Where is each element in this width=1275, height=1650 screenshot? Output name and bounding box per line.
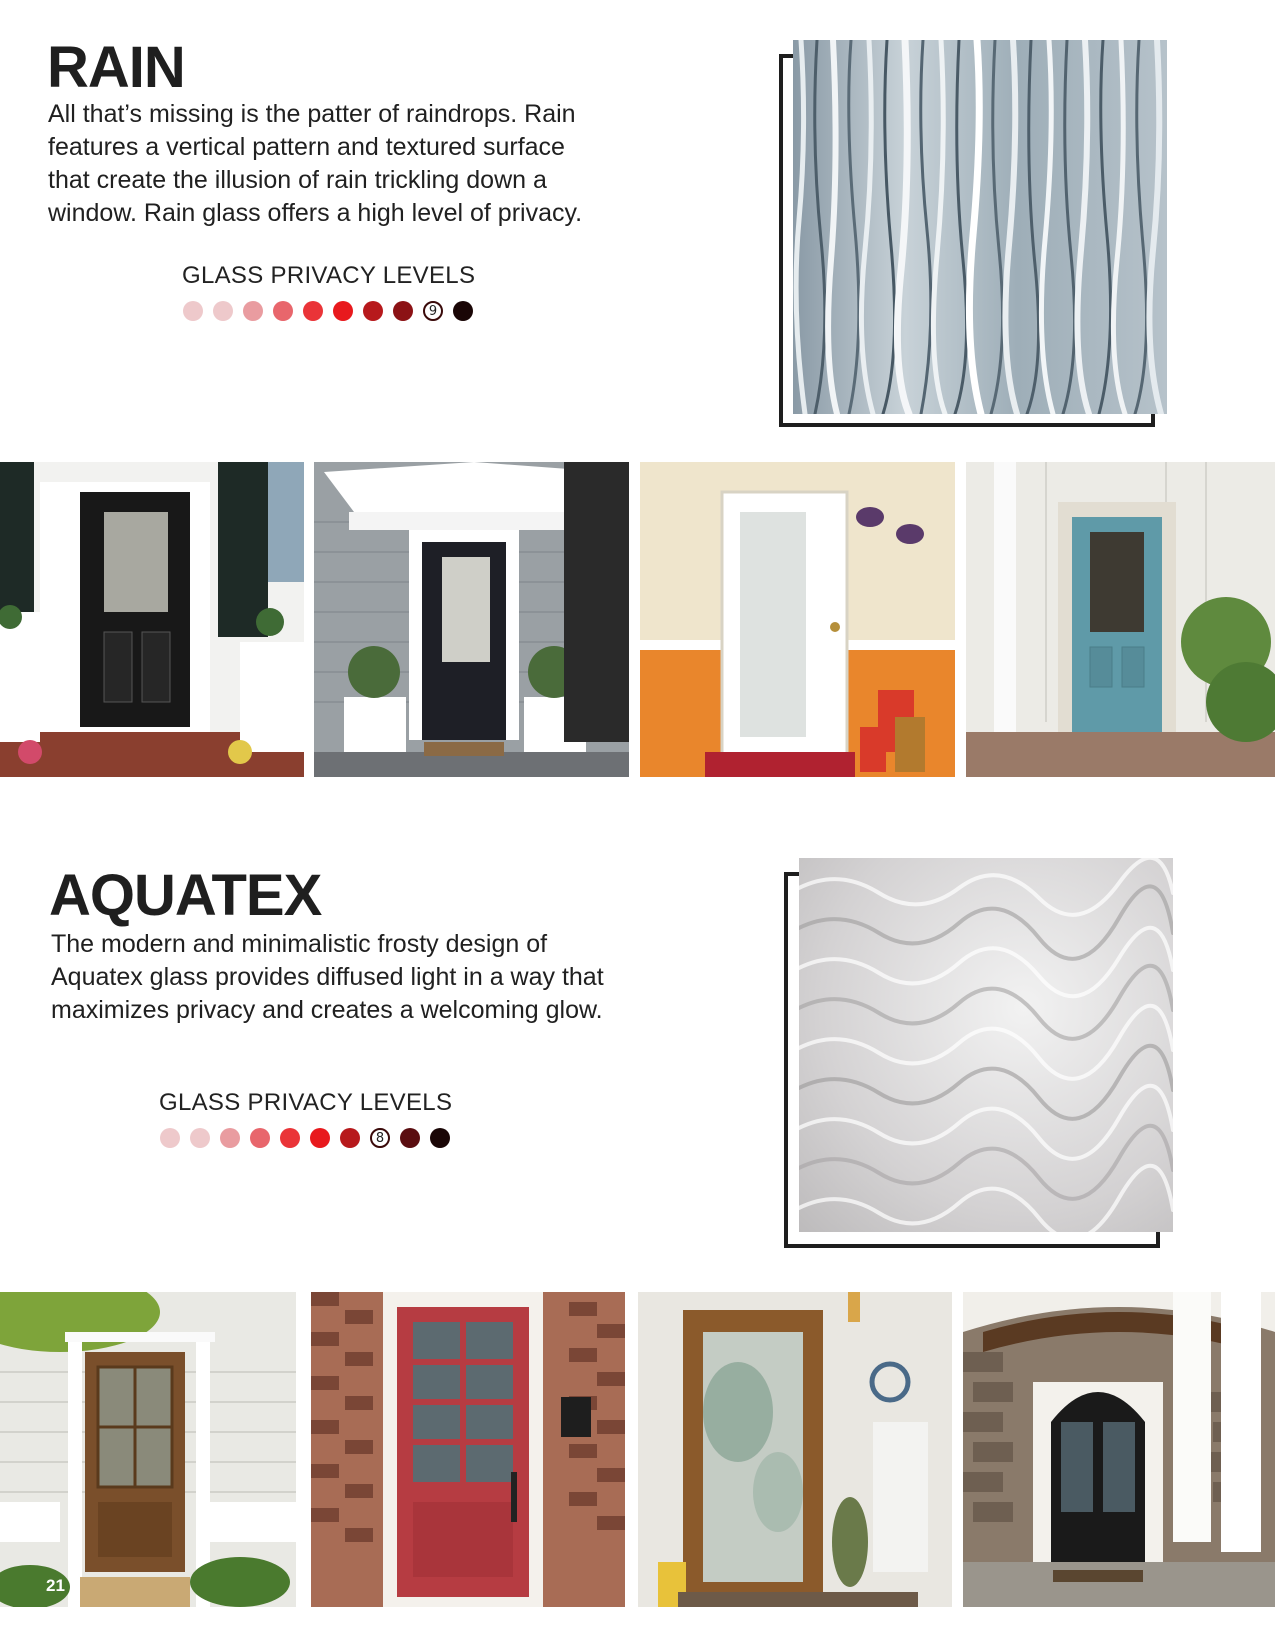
privacy-level-dot [273, 301, 293, 321]
aquatex-glass-texture-icon [799, 858, 1173, 1232]
aquatex-description-line: maximizes privacy and creates a welcoming glow. [51, 996, 603, 1024]
rain-description-line: window. Rain glass offers a high level of privacy. [48, 199, 583, 227]
aquatex-description-line: The modern and minimalistic frosty design of [51, 930, 548, 958]
rain-description-line: features a vertical pattern and textured surface [48, 133, 565, 161]
aquatex-privacy-label: GLASS PRIVACY LEVELS [159, 1089, 453, 1116]
aquatex-photo-wood-door-porch [0, 1292, 296, 1607]
privacy-level-dot [183, 301, 203, 321]
aquatex-description-line: Aquatex glass provides diffused light in a way that [51, 963, 604, 991]
privacy-level-dot [243, 301, 263, 321]
privacy-level-dot [310, 1128, 330, 1148]
aquatex-description [51, 928, 691, 1027]
rain-photo-white-door-orange-hallway [640, 462, 955, 777]
aquatex-photo-red-door-brick-wall [311, 1292, 625, 1607]
privacy-level-dot [220, 1128, 240, 1148]
aquatex-privacy-scale [160, 1128, 450, 1148]
privacy-level-dot [190, 1128, 210, 1148]
aquatex-title: AQUATEX [49, 863, 322, 928]
rain-title: RAIN [47, 35, 185, 100]
rain-privacy-scale [183, 301, 473, 321]
rain-description-line: that create the illusion of rain trickling down a [48, 166, 547, 194]
rain-description-line: All that’s missing is the patter of raindrops. Rain [48, 100, 576, 128]
privacy-level-dot [213, 301, 233, 321]
privacy-level-dot [280, 1128, 300, 1148]
aquatex-photo-black-double-doors-stone-entry [963, 1292, 1275, 1607]
privacy-level-dot [250, 1128, 270, 1148]
aquatex-glass-swatch [799, 858, 1173, 1232]
privacy-level-dot [453, 301, 473, 321]
rain-photo-black-door-gray-shingle-porch [314, 462, 629, 777]
rain-glass-swatch [793, 40, 1167, 414]
rain-photo-blue-door-white-porch [966, 462, 1275, 777]
privacy-level-dot [400, 1128, 420, 1148]
page-number: 21 [46, 1576, 65, 1595]
rain-photo-black-door-white-porch [0, 462, 304, 777]
privacy-level-selected-dot: 9 [423, 301, 443, 321]
privacy-level-dot [393, 301, 413, 321]
privacy-level-dot [430, 1128, 450, 1148]
privacy-level-dot [160, 1128, 180, 1148]
privacy-level-dot [303, 301, 323, 321]
rain-privacy-label: GLASS PRIVACY LEVELS [182, 262, 476, 289]
rain-description [48, 98, 668, 230]
privacy-level-dot [333, 301, 353, 321]
privacy-level-selected-dot: 8 [370, 1128, 390, 1148]
privacy-level-dot [340, 1128, 360, 1148]
aquatex-photo-wood-door-interior [638, 1292, 952, 1607]
rain-glass-texture-icon [793, 40, 1167, 414]
privacy-level-dot [363, 301, 383, 321]
